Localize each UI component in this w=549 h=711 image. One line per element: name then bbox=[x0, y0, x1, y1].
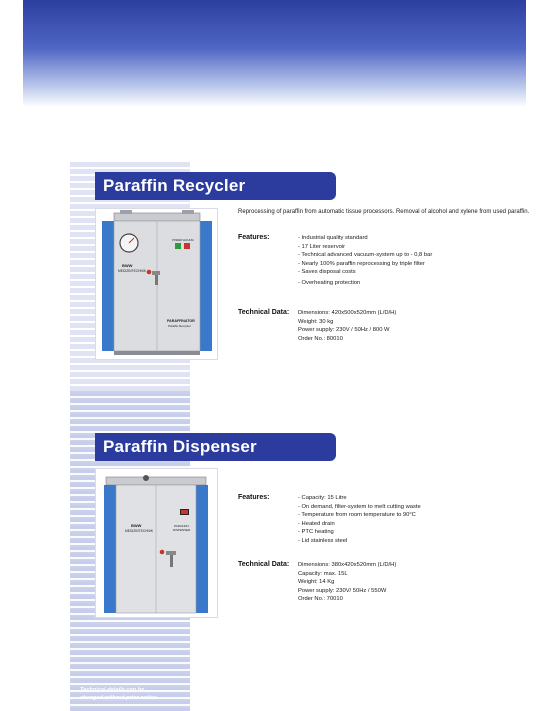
spec-line: Order No.: 70010 bbox=[298, 596, 343, 602]
recycler-features-label: Features: bbox=[238, 234, 270, 241]
dispenser-features-label: Features: bbox=[238, 494, 270, 501]
dispenser-tech-data bbox=[298, 561, 396, 604]
header-banner bbox=[23, 0, 526, 107]
list-item: - Overheating protection bbox=[298, 279, 361, 286]
spec-line: Dimensions: 420x500x520mm (L/D/H) bbox=[298, 310, 397, 316]
list-item: - Capacity: 15 Litre bbox=[298, 495, 347, 501]
dispenser-tech-label: Technical Data: bbox=[238, 561, 290, 568]
recycler-tech-data bbox=[298, 309, 396, 343]
recycler-photo bbox=[95, 208, 218, 360]
list-item: - 17 Liter reservoir bbox=[298, 243, 346, 250]
recycler-brand-1: BWW bbox=[122, 263, 133, 268]
spec-line: Capacity: max. 15L bbox=[298, 570, 348, 577]
footnote-line-1: Technical details can be bbox=[80, 687, 145, 693]
list-item: - On demand, filter-system to melt cutting waste bbox=[298, 503, 421, 510]
dispenser-brand-1: BWW bbox=[131, 523, 142, 528]
list-item: - Lid stainless steel bbox=[298, 537, 348, 544]
list-item: - Nearly 100% paraffin reprocessing by triple filter bbox=[298, 260, 425, 267]
recycler-title: Paraffin Recycler bbox=[103, 176, 246, 195]
list-item: - Industrial quality standard bbox=[298, 235, 368, 241]
dispenser-photo bbox=[95, 468, 218, 618]
list-item: - Technical advanced vacuum-system up to - 0,8 bar bbox=[298, 252, 433, 258]
footnote-line-2: changed without prior notice. bbox=[80, 695, 159, 701]
recycler-title-bar bbox=[95, 172, 336, 200]
spec-line: Power supply: 230V / 50Hz / 800 W bbox=[298, 327, 390, 333]
spec-line: Order No.: 80010 bbox=[298, 335, 343, 342]
spec-line: Dimensions: 380x420x520mm (L/D/H) bbox=[298, 562, 397, 568]
list-item: - PTC heating bbox=[298, 529, 334, 535]
list-item: - Heated drain bbox=[298, 520, 335, 527]
spec-line: Weight: 14 Kg bbox=[298, 579, 335, 585]
recycler-features-list bbox=[298, 234, 432, 287]
list-item: - Saves disposal costs bbox=[298, 269, 356, 275]
dispenser-panel-label: PARAFFIN bbox=[174, 524, 189, 528]
recycler-tech-label: Technical Data: bbox=[238, 309, 290, 316]
recycler-switch-label: POWER VACUUM bbox=[172, 239, 194, 242]
recycler-device-illustration bbox=[96, 209, 217, 359]
footnote bbox=[80, 686, 190, 702]
dispenser-title-bar bbox=[95, 433, 336, 461]
dispenser-title: Paraffin Dispenser bbox=[103, 437, 257, 456]
recycler-intro: Reprocessing of paraffin from automatic tissue processors. Removal of alcohol and xylene from used paraffin. bbox=[238, 209, 530, 215]
dispenser-brand-2: MEDIZINTECHNIK bbox=[125, 529, 154, 533]
spec-line: Power supply: 230V/ 50Hz / 550W bbox=[298, 587, 387, 594]
dispenser-features-list bbox=[298, 494, 421, 545]
dispenser-device-illustration bbox=[96, 469, 217, 617]
spec-line: Weight: 30 kg bbox=[298, 318, 334, 325]
recycler-brand-2: MEDIZINTECHNIK bbox=[118, 269, 147, 273]
recycler-panel-sub: Paraffin Recycler bbox=[168, 324, 191, 328]
recycler-panel-label: PARAFFINATOR bbox=[167, 319, 195, 323]
list-item: - Temperature from room temperature to 90°C bbox=[298, 512, 416, 518]
dispenser-panel-sub: DISPENSER bbox=[173, 528, 191, 532]
